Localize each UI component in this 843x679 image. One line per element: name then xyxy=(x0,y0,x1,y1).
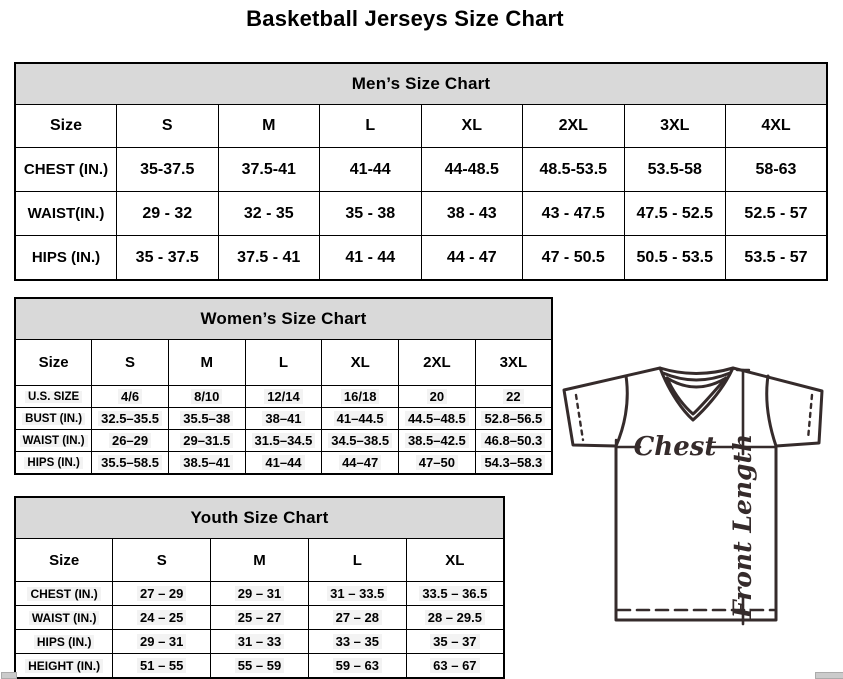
table-cell xyxy=(421,148,523,192)
cell-value: 38–41 xyxy=(262,411,304,426)
cell-value: 22 xyxy=(503,389,523,404)
table-row xyxy=(15,630,504,654)
women-table xyxy=(14,297,553,475)
men-table xyxy=(14,62,828,281)
cell-value: 29 - 32 xyxy=(142,204,193,222)
cell-value: 27 – 28 xyxy=(333,610,382,625)
table-cell xyxy=(308,606,406,630)
table-cell xyxy=(308,654,406,679)
jersey-measurement-diagram xyxy=(556,358,840,660)
column-header: S xyxy=(117,105,219,148)
row-label xyxy=(15,654,113,679)
table-cell xyxy=(211,654,309,679)
table-cell xyxy=(245,430,322,452)
row-label-text: HIPS (IN.) xyxy=(34,635,95,649)
row-label-text: CHEST (IN.) xyxy=(27,587,100,601)
row-label-text: U.S. SIZE xyxy=(25,391,82,403)
table-cell xyxy=(399,430,476,452)
page-title: Basketball Jerseys Size Chart xyxy=(246,6,564,31)
table-cell xyxy=(211,606,309,630)
table-cell xyxy=(168,386,245,408)
cell-value: 35.5–38 xyxy=(180,411,233,426)
column-header: S xyxy=(92,340,169,386)
table-cell xyxy=(92,430,169,452)
cell-value: 41-44 xyxy=(349,160,391,178)
cell-value: 48.5-53.5 xyxy=(539,160,608,178)
youth-size-chart-table xyxy=(14,496,505,679)
table-cell xyxy=(322,452,399,475)
table-cell xyxy=(475,386,552,408)
cell-value: 24 – 25 xyxy=(137,610,186,625)
table-cell xyxy=(475,452,552,475)
chest-label: Chest xyxy=(633,432,717,462)
cell-value: 35 – 37 xyxy=(430,634,479,649)
cell-value: 29–31.5 xyxy=(180,433,233,448)
table-cell xyxy=(113,606,211,630)
table-row xyxy=(15,148,827,192)
column-header: L xyxy=(320,105,422,148)
cell-value: 43 - 47.5 xyxy=(541,204,605,222)
table-cell xyxy=(399,386,476,408)
table-title: Men’s Size Chart xyxy=(15,63,827,105)
table-cell xyxy=(113,630,211,654)
table-cell xyxy=(117,236,219,281)
table-title: Youth Size Chart xyxy=(15,497,504,539)
column-header: XL xyxy=(322,340,399,386)
column-header: M xyxy=(211,539,309,582)
table-cell xyxy=(322,430,399,452)
cell-value: 47.5 - 52.5 xyxy=(636,204,713,222)
h-scrollbar-fragment-right[interactable] xyxy=(815,672,843,679)
row-label-text: CHEST (IN.) xyxy=(23,161,109,178)
cell-value: 38.5–42.5 xyxy=(405,433,469,448)
cell-value: 27 – 29 xyxy=(137,586,186,601)
table-cell xyxy=(406,606,504,630)
table-row xyxy=(15,606,504,630)
cell-value: 44.5–48.5 xyxy=(405,411,469,426)
column-header: Size xyxy=(15,105,117,148)
table-row xyxy=(15,408,552,430)
table-cell xyxy=(399,452,476,475)
column-header: 4XL xyxy=(726,105,828,148)
column-header: 3XL xyxy=(475,340,552,386)
cell-value: 37.5 - 41 xyxy=(237,248,301,266)
cell-value: 51 – 55 xyxy=(137,658,186,673)
table-row xyxy=(15,430,552,452)
column-header: XL xyxy=(406,539,504,582)
table-cell xyxy=(399,408,476,430)
row-label-text: BUST (IN.) xyxy=(22,413,85,425)
table-cell xyxy=(245,452,322,475)
table-row xyxy=(15,582,504,606)
cell-value: 53.5-58 xyxy=(647,160,702,178)
table-cell xyxy=(322,408,399,430)
table-cell xyxy=(308,630,406,654)
table-row xyxy=(15,654,504,679)
table-title: Women’s Size Chart xyxy=(15,298,552,340)
cell-value: 58-63 xyxy=(755,160,797,178)
row-label xyxy=(15,192,117,236)
cell-value: 31 – 33 xyxy=(235,634,284,649)
table-cell xyxy=(523,236,625,281)
table-cell xyxy=(320,192,422,236)
column-header: 2XL xyxy=(399,340,476,386)
column-header: M xyxy=(218,105,320,148)
cell-value: 41 - 44 xyxy=(345,248,396,266)
womens-size-chart-table xyxy=(14,297,553,475)
row-label xyxy=(15,630,113,654)
cell-value: 55 – 59 xyxy=(235,658,284,673)
column-header: Size xyxy=(15,340,92,386)
mens-size-chart-table xyxy=(14,62,828,281)
cell-value: 47–50 xyxy=(416,455,458,470)
row-label xyxy=(15,386,92,408)
cell-value: 38 - 43 xyxy=(446,204,497,222)
column-header: S xyxy=(113,539,211,582)
table-cell xyxy=(406,582,504,606)
table-cell xyxy=(117,192,219,236)
table-cell xyxy=(726,148,828,192)
column-header: 2XL xyxy=(523,105,625,148)
row-label-text: HEIGHT (IN.) xyxy=(25,659,103,673)
column-header: M xyxy=(168,340,245,386)
cell-value: 16/18 xyxy=(341,389,380,404)
table-cell xyxy=(322,386,399,408)
table-cell xyxy=(113,654,211,679)
cell-value: 8/10 xyxy=(191,389,222,404)
cell-value: 26–29 xyxy=(109,433,151,448)
table-row xyxy=(15,386,552,408)
cell-value: 44 - 47 xyxy=(446,248,497,266)
cell-value: 35-37.5 xyxy=(140,160,195,178)
jersey-outline xyxy=(564,368,822,620)
table-cell xyxy=(113,582,211,606)
cell-value: 31.5–34.5 xyxy=(252,433,316,448)
table-cell xyxy=(168,452,245,475)
table-cell xyxy=(320,236,422,281)
row-label xyxy=(15,236,117,281)
cell-value: 41–44 xyxy=(262,455,304,470)
cell-value: 35.5–58.5 xyxy=(98,455,162,470)
cell-value: 29 – 31 xyxy=(137,634,186,649)
table-cell xyxy=(726,236,828,281)
cell-value: 54.3–58.3 xyxy=(481,455,545,470)
cell-value: 38.5–41 xyxy=(180,455,233,470)
column-header: L xyxy=(245,340,322,386)
table-cell xyxy=(211,582,309,606)
cell-value: 46.8–50.3 xyxy=(481,433,545,448)
table-cell xyxy=(92,408,169,430)
cell-value: 44-48.5 xyxy=(444,160,499,178)
row-label xyxy=(15,430,92,452)
table-cell xyxy=(168,408,245,430)
cell-value: 31 – 33.5 xyxy=(327,586,387,601)
youth-table xyxy=(14,496,505,679)
cell-value: 4/6 xyxy=(118,389,142,404)
h-scrollbar-fragment-left[interactable] xyxy=(1,672,17,679)
cell-value: 28 – 29.5 xyxy=(425,610,485,625)
table-row xyxy=(15,452,552,475)
cell-value: 25 – 27 xyxy=(235,610,284,625)
table-cell xyxy=(117,148,219,192)
table-cell xyxy=(308,582,406,606)
cell-value: 47 - 50.5 xyxy=(541,248,605,266)
table-cell xyxy=(320,148,422,192)
row-label-text: HIPS (IN.) xyxy=(31,249,101,266)
table-cell xyxy=(168,430,245,452)
cell-value: 52.8–56.5 xyxy=(481,411,545,426)
table-cell xyxy=(475,430,552,452)
table-cell xyxy=(406,630,504,654)
row-label xyxy=(15,408,92,430)
table-cell xyxy=(245,408,322,430)
cell-value: 53.5 - 57 xyxy=(744,248,808,266)
column-header: L xyxy=(308,539,406,582)
table-cell xyxy=(245,386,322,408)
table-cell xyxy=(92,386,169,408)
cell-value: 32.5–35.5 xyxy=(98,411,162,426)
row-label-text: WAIST (IN.) xyxy=(20,435,88,447)
row-label-text: WAIST(IN.) xyxy=(27,205,105,222)
cell-value: 35 - 38 xyxy=(345,204,396,222)
table-cell xyxy=(624,192,726,236)
table-cell xyxy=(523,148,625,192)
row-label xyxy=(15,582,113,606)
cell-value: 20 xyxy=(427,389,447,404)
table-cell xyxy=(726,192,828,236)
cell-value: 33.5 – 36.5 xyxy=(419,586,490,601)
cell-value: 44–47 xyxy=(339,455,381,470)
row-label xyxy=(15,606,113,630)
column-header: XL xyxy=(421,105,523,148)
table-cell xyxy=(92,452,169,475)
cell-value: 37.5-41 xyxy=(241,160,296,178)
cell-value: 29 – 31 xyxy=(235,586,284,601)
cell-value: 50.5 - 53.5 xyxy=(636,248,713,266)
table-cell xyxy=(421,236,523,281)
cell-value: 34.5–38.5 xyxy=(328,433,392,448)
cell-value: 12/14 xyxy=(264,389,303,404)
column-header: 3XL xyxy=(624,105,726,148)
table-cell xyxy=(523,192,625,236)
table-cell xyxy=(475,408,552,430)
row-label-text: HIPS (IN.) xyxy=(24,457,82,469)
column-header: Size xyxy=(15,539,113,582)
table-row xyxy=(15,236,827,281)
front-length-label: Front Length xyxy=(728,433,757,619)
table-cell xyxy=(624,236,726,281)
cell-value: 63 – 67 xyxy=(430,658,479,673)
cell-value: 32 - 35 xyxy=(243,204,294,222)
cell-value: 59 – 63 xyxy=(333,658,382,673)
row-label-text: WAIST (IN.) xyxy=(29,611,100,625)
cell-value: 33 – 35 xyxy=(333,634,382,649)
table-cell xyxy=(218,192,320,236)
cell-value: 41–44.5 xyxy=(334,411,387,426)
table-row xyxy=(15,192,827,236)
cell-value: 35 - 37.5 xyxy=(135,248,199,266)
table-cell xyxy=(218,148,320,192)
cell-value: 52.5 - 57 xyxy=(744,204,808,222)
row-label xyxy=(15,452,92,475)
table-cell xyxy=(211,630,309,654)
row-label xyxy=(15,148,117,192)
table-cell xyxy=(421,192,523,236)
table-cell xyxy=(218,236,320,281)
table-cell xyxy=(406,654,504,679)
table-cell xyxy=(624,148,726,192)
